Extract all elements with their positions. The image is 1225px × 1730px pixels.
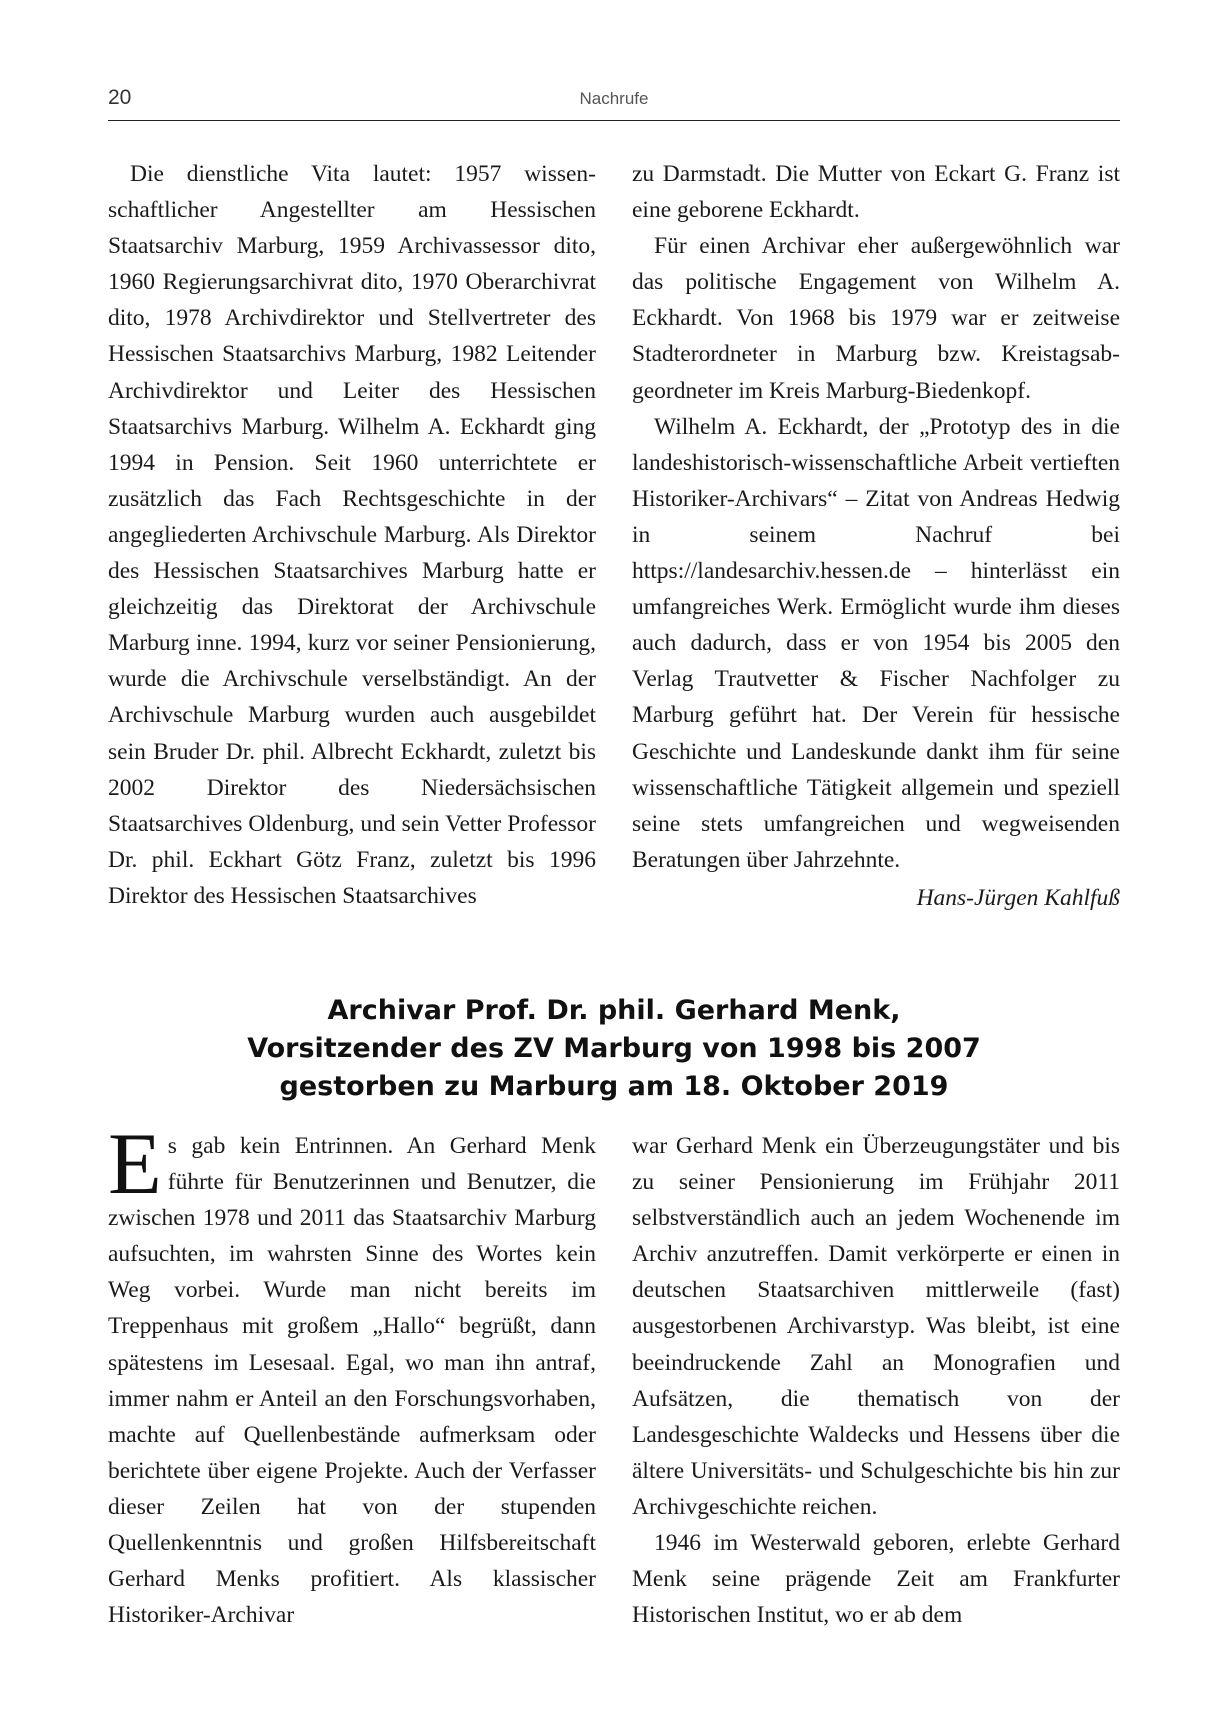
article1-left-column (108, 156, 596, 914)
running-header (108, 86, 1120, 121)
article1-paragraph: zu Darmstadt. Die Mutter von Eckart G. Franz ist eine geborene Eckhardt. (632, 161, 1120, 224)
article1-paragraph: Die dienstliche Vita lautet: 1957 wissenschaftlicher Angestellter am Hessischen Staatsarchiv Marburg, 1959 Archivassessor dito, 1960 Regierungsarchivrat dito, 1970 Oberarchivrat dito, 1978 Archivdirektor und Stellvertreter des Hessischen Staatsarchivs Marburg, 1982 Leitender Archivdirektor und Leiter des Hessischen Staatsarchivs Marburg. Wilhelm A. Eckhardt ging 1994 in Pension. Seit 1960 unterrichtete er zusätzlich das Fach Rechtsgeschichte in der angegliederten Archivschule Marburg. Als Direktor des Hessischen Staatsarchives Marburg hatte er gleichzeitig das Direktorat der Archivschule Marburg inne. 1994, kurz vor seiner Pensionierung, wurde die Archivschule verselbständigt. An der Archivschule Marburg wurden auch ausgebildet sein Bruder Dr. phil. Albrecht Eckhardt, zuletzt bis 2002 Direktor des Niedersächsischen Staatsarchives Oldenburg, und sein Vetter Professor Dr. phil. Eckhart Götz Franz, zuletzt bis 1996 Direktor des Hessischen Staatsarchives (108, 161, 596, 909)
page-number: 20 (108, 86, 132, 109)
article2-first-text: s gab kein Entrinnen. An Gerhard Menk führte für Benutzerinnen und Benutzer, die zwischen 1978 und 2011 das Staatsarchiv Marburg aufsuchten, im wahrsten Sinne des Wortes kein Weg vorbei. Wurde man nicht bereits im Treppenhaus mit großem „Hallo“ begrüßt, dann spätestens im Lesesaal. Egal, wo man ihn antraf, immer nahm er Anteil an den Forschungsvorhaben, machte auf Quellenbestände aufmerksam oder berichtete über eigene Projekte. Auch der Verfasser dieser Zeilen hat von der stupenden Quellenkenntnis und großen Hilfsbereitschaft Gerhard Menks profitiert. Als klassischer Historiker-Archivar (108, 1133, 596, 1629)
article1-right-column (632, 156, 1120, 916)
article2-paragraph (108, 1116, 596, 1633)
article2-left-column (108, 1116, 596, 1633)
article1-author: Hans-Jürgen Kahlfuß (916, 884, 1120, 911)
article2-right-column (632, 1128, 1120, 1633)
heading-line: Archivar Prof. Dr. phil. Gerhard Menk, (327, 995, 901, 1026)
heading-line: gestorben zu Marburg am 18. Oktober 2019 (279, 1071, 949, 1102)
article2-paragraph: 1946 im Westerwald geboren, erlebte Gerhard Menk seine prägende Zeit am Frankfurter Historischen Institut, wo er ab dem (632, 1530, 1120, 1629)
article2-heading (108, 992, 1120, 1106)
article2-paragraph: war Gerhard Menk ein Überzeugungstäter und bis zu seiner Pensionierung im Frühjahr 2011 selbstverständlich auch an jedem Wochenende im Archiv anzutreffen. Damit verkörperte er einen in deutschen Staatsarchiven mittlerweile (fast) ausgestorbenen Archivarstyp. Was bleibt, ist eine beeindruckende Zahl an Monografien und Aufsätzen, die thematisch von der Landesgeschichte Waldecks und Hessens über die ältere Universitäts- und Schulgeschichte bis hin zur Archivgeschichte reichen. (632, 1133, 1120, 1520)
section-title: Nachrufe (579, 89, 649, 108)
article1-paragraph: Wilhelm A. Eckhardt, der „Prototyp des in die landeshistorisch-wissenschaftliche Arbeit vertieften Historiker-Archivars“ – Zitat von Andreas Hedwig in seinem Nachruf bei https://landesarchiv.hessen.de – hinterlässt ein umfangreiches Werk. Ermöglicht wurde ihm dieses auch dadurch, dass er von 1954 bis 2005 den Verlag Trautvetter & Fischer Nachfolger zu Marburg geführt hat. Der Verein für hessische Geschichte und Landeskunde dankt ihm für seine wissenschaftliche Tätigkeit allgemein und speziell seine stets umfangreichen und wegweisenden Beratungen über Jahrzehnte. (632, 413, 1120, 873)
article1-paragraph: Für einen Archivar eher außergewöhnlich war das politische Engagement von Wilhelm A. Eckhardt. Von 1968 bis 1979 war er zeitweise Stadterordneter in Marburg bzw. Kreistagsabgeordneter im Kreis Marburg-Biedenkopf. (632, 233, 1120, 404)
heading-line: Vorsitzender des ZV Marburg von 1998 bis 2007 (247, 1033, 981, 1064)
drop-cap: E (108, 1116, 162, 1213)
